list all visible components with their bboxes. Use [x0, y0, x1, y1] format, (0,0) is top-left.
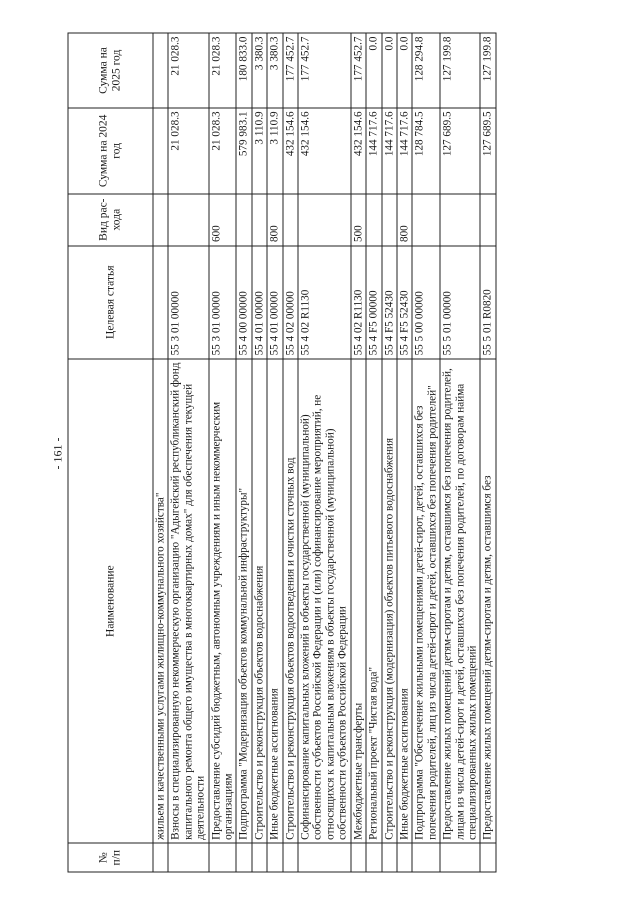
cell-name: Иные бюджетные ассигнования: [267, 359, 282, 843]
cell-code: 55 4 02 00000: [283, 246, 298, 359]
cell-index: [283, 843, 298, 872]
cell-vr: [168, 194, 208, 246]
cell-code: 55 4 02 R1130: [298, 246, 351, 359]
cell-2025: 177 452.7: [283, 33, 298, 108]
budget-table: [68, 33, 497, 873]
cell-vr: [382, 194, 397, 246]
cell-2025: 127 199.8: [440, 33, 480, 108]
cell-name: Софинансирование капитальных вложений в объекты государственной (муниципальной) собственности субъектов Российской Федерации и (или) софинансирование мероприятий, не относящихся к капитальным вложениям в объекты государственной (муниципальной) собственности субъектов Российской Федерации: [298, 359, 351, 843]
cell-code: 55 5 01 00000: [440, 246, 480, 359]
cell-name: Предоставление субсидий бюджетным, автономным учреждениям и иным некоммерческим организациям: [209, 359, 237, 843]
cell-2025: 0.0: [382, 33, 397, 108]
cell-2025: 21 028.3: [209, 33, 237, 108]
cell-vr: [440, 194, 480, 246]
table-row: [252, 33, 267, 872]
cell-index: [351, 843, 366, 872]
table-row: [366, 33, 381, 872]
cell-name: Предоставление жилых помещений детям-сиротам и детям, оставшимся без: [480, 359, 495, 843]
cell-2025: 3 380.3: [267, 33, 282, 108]
page-number: - 161 -: [50, 437, 65, 470]
cell-2024: 21 028.3: [168, 108, 208, 194]
rotated-table-container: [68, 33, 537, 873]
table-row: [283, 33, 298, 872]
cell-2024: [153, 108, 168, 194]
cell-vr: 500: [351, 194, 366, 246]
cell-index: [209, 843, 237, 872]
cell-name: Межбюджетные трансферты: [351, 359, 366, 843]
cell-vr: [236, 194, 251, 246]
table-row: [298, 33, 351, 872]
cell-2024: 127 689.5: [440, 108, 480, 194]
cell-vr: [153, 194, 168, 246]
cell-index: [168, 843, 208, 872]
cell-index: [440, 843, 480, 872]
cell-vr: [480, 194, 495, 246]
cell-index: [382, 843, 397, 872]
cell-index: [252, 843, 267, 872]
table-row: [412, 33, 440, 872]
cell-index: [236, 843, 251, 872]
table-row: [153, 33, 168, 872]
header-vr: Вид рас-хода: [68, 194, 153, 246]
cell-name: Строительство и реконструкция объектов водоснабжения: [252, 359, 267, 843]
cell-index: [366, 843, 381, 872]
cell-vr: [252, 194, 267, 246]
cell-2025: 3 380.3: [252, 33, 267, 108]
cell-2025: 177 452.7: [298, 33, 351, 108]
cell-index: [267, 843, 282, 872]
cell-2024: 432 154.6: [283, 108, 298, 194]
cell-2024: 144 717.6: [397, 108, 412, 194]
table-row: [351, 33, 366, 872]
cell-name: Строительство и реконструкция объектов водоотведения и очистки сточных вод: [283, 359, 298, 843]
cell-vr: [412, 194, 440, 246]
cell-vr: 600: [209, 194, 237, 246]
cell-vr: [298, 194, 351, 246]
cell-2025: 180 833.0: [236, 33, 251, 108]
cell-index: [412, 843, 440, 872]
cell-2025: 21 028.3: [168, 33, 208, 108]
table-row: [209, 33, 237, 872]
cell-name: Строительство и реконструкция (модернизация) объектов питьевого водоснабжения: [382, 359, 397, 843]
table-row: [267, 33, 282, 872]
header-index: № п/п: [68, 843, 153, 872]
cell-index: [397, 843, 412, 872]
cell-name: Подпрограмма "Обеспечение жильными помещениями детей-сирот, детей, оставшихся без попечения родителей, лиц из числа детей-сирот и детей, оставшихся без попечения родителей": [412, 359, 440, 843]
header-name: Наименование: [68, 359, 153, 843]
cell-2024: 127 689.5: [480, 108, 495, 194]
header-row: [68, 33, 153, 872]
cell-2024: 432 154.6: [298, 108, 351, 194]
cell-code: 55 5 01 R0820: [480, 246, 495, 359]
header-2025: Сумма на 2025 год: [68, 33, 153, 108]
cell-2025: 128 294.8: [412, 33, 440, 108]
table-row: [440, 33, 480, 872]
table-row: [382, 33, 397, 872]
cell-vr: [366, 194, 381, 246]
cell-name: Предоставление жилых помещений детям-сиротам и детям, оставшимся без попечения родителей, лицам из числа детей-сирот и детей, оставшихся без попечения родителей, по договорам найма специализированных жилых помещений: [440, 359, 480, 843]
header-code: Целевая статья: [68, 246, 153, 359]
cell-code: 55 4 01 00000: [267, 246, 282, 359]
cell-2025: 127 199.8: [480, 33, 495, 108]
cell-code: 55 4 F5 52430: [397, 246, 412, 359]
cell-2024: 579 983.1: [236, 108, 251, 194]
cell-2025: [153, 33, 168, 108]
cell-2025: 0.0: [397, 33, 412, 108]
cell-code: [153, 246, 168, 359]
table-row: [480, 33, 495, 872]
cell-name: жильем и качественными услугами жилищно-коммунального хозяйства": [153, 359, 168, 843]
cell-index: [298, 843, 351, 872]
cell-code: 55 4 00 00000: [236, 246, 251, 359]
cell-2024: 144 717.6: [382, 108, 397, 194]
cell-2024: 3 110.9: [267, 108, 282, 194]
cell-code: 55 4 02 R1130: [351, 246, 366, 359]
cell-2024: 128 784.5: [412, 108, 440, 194]
cell-name: Взносы в специализированную некоммерческую организацию "Адыгейский республиканский фонд капитального ремонта общего имущества в многоквартирных домах" для обеспечения текущей деятельности: [168, 359, 208, 843]
cell-2025: 177 452.7: [351, 33, 366, 108]
cell-code: 55 3 01 00000: [209, 246, 237, 359]
cell-code: 55 4 F5 52430: [382, 246, 397, 359]
cell-vr: 800: [267, 194, 282, 246]
header-2024: Сумма на 2024 год: [68, 108, 153, 194]
cell-code: 55 4 01 00000: [252, 246, 267, 359]
table-row: [397, 33, 412, 872]
cell-2024: 432 154.6: [351, 108, 366, 194]
table-row: [168, 33, 208, 872]
cell-name: Региональный проект "Чистая вода": [366, 359, 381, 843]
cell-index: [480, 843, 495, 872]
cell-2024: 21 028.3: [209, 108, 237, 194]
cell-code: 55 4 F5 00000: [366, 246, 381, 359]
cell-index: [153, 843, 168, 872]
cell-2024: 144 717.6: [366, 108, 381, 194]
cell-name: Иные бюджетные ассигнования: [397, 359, 412, 843]
cell-code: 55 5 00 00000: [412, 246, 440, 359]
cell-vr: [283, 194, 298, 246]
table-row: [236, 33, 251, 872]
cell-2025: 0.0: [366, 33, 381, 108]
cell-name: Подпрограмма "Модернизация объектов коммунальной инфраструктуры": [236, 359, 251, 843]
cell-code: 55 3 01 00000: [168, 246, 208, 359]
cell-2024: 3 110.9: [252, 108, 267, 194]
cell-vr: 800: [397, 194, 412, 246]
